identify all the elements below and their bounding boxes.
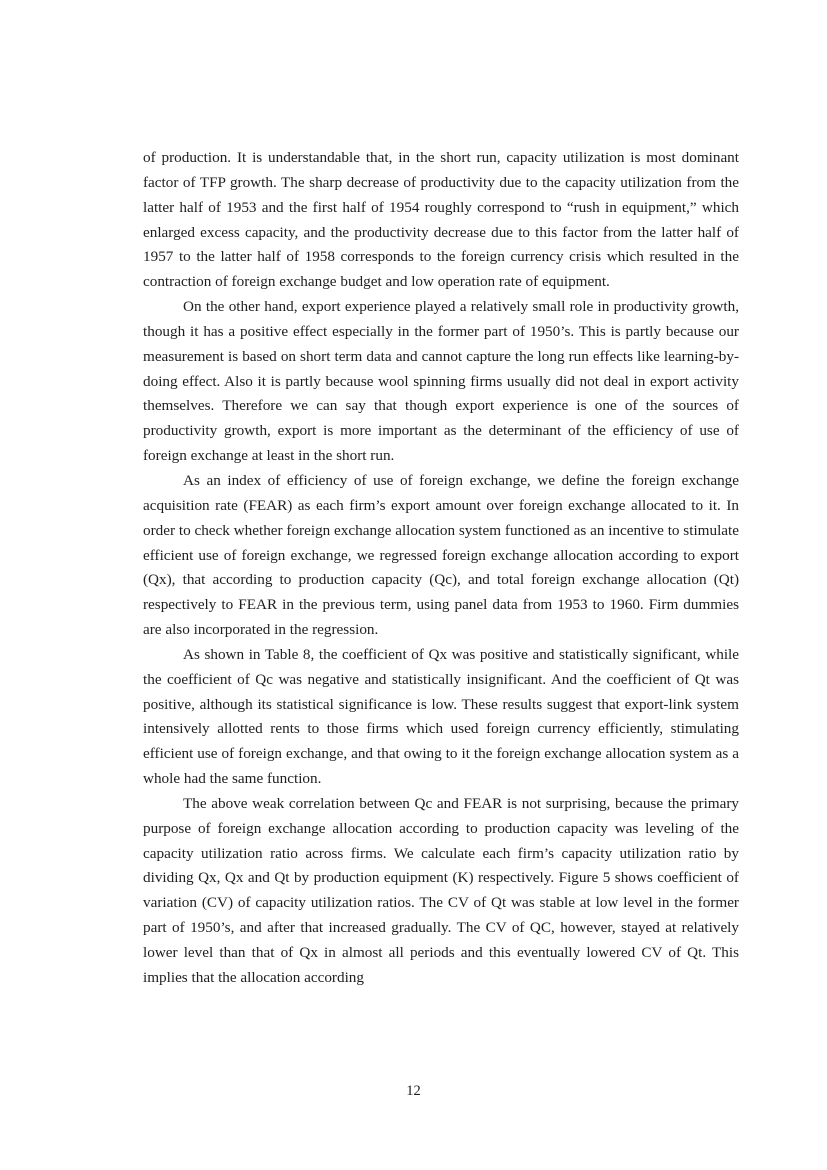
paragraph-1: of production. It is understandable that, in the short run, capacity utilization is most dominant factor of TFP growth. The sharp decrease of productivity due to the capacity utilization from the latter half of 1953 and the first half of 1954 roughly correspond to “rush in equipment,” which enlarged excess capacity, and the productivity decrease due to this factor from the latter half of 1957 to the latter half of 1958 corresponds to the foreign currency crisis which resulted in the contraction of foreign exchange budget and low operation rate of equipment. <box>143 149 739 291</box>
paragraph-2: On the other hand, export experience played a relatively small role in productivity growth, though it has a positive effect especially in the former part of 1950’s. This is partly because our measurement is based on short term data and cannot capture the long run effects like learning-by-doing effect. Also it is partly because wool spinning firms usually did not deal in export activity themselves. Therefore we can say that though export experience is one of the sources of productivity growth, export is more important as the determinant of the efficiency of use of foreign exchange at least in the short run. <box>143 298 739 465</box>
page-body <box>143 146 739 991</box>
paragraph-5: The above weak correlation between Qc and FEAR is not surprising, because the primary purpose of foreign exchange allocation according to production capacity was leveling of the capacity utilization ratio across firms. We calculate each firm’s capacity utilization ratio by dividing Qx, Qx and Qt by production equipment (K) respectively. Figure 5 shows coefficient of variation (CV) of capacity utilization ratios. The CV of Qt was stable at low level in the former part of 1950’s, and after that increased gradually. The CV of QC, however, stayed at relatively lower level than that of Qx in almost all periods and this eventually lowered CV of Qt. This implies that the allocation according <box>143 794 739 986</box>
paragraph-4: As shown in Table 8, the coefficient of Qx was positive and statistically significant, while the coefficient of Qc was negative and statistically insignificant. And the coefficient of Qt was positive, although its statistical significance is low. These results suggest that export-link system intensively allotted rents to those firms which used foreign currency efficiently, stimulating efficient use of foreign exchange, and that owing to it the foreign exchange allocation system as a whole had the same function. <box>143 645 739 788</box>
paragraph-3: As an index of efficiency of use of foreign exchange, we define the foreign exchange acquisition rate (FEAR) as each firm’s export amount over foreign exchange allocated to it. In order to check whether foreign exchange allocation system functioned as an incentive to stimulate efficient use of foreign exchange, we regressed foreign exchange allocation according to export (Qx), that according to production capacity (Qc), and total foreign exchange allocation (Qt) respectively to FEAR in the previous term, using panel data from 1953 to 1960. Firm dummies are also incorporated in the regression. <box>143 471 739 639</box>
page-number: 12 <box>406 1083 421 1099</box>
